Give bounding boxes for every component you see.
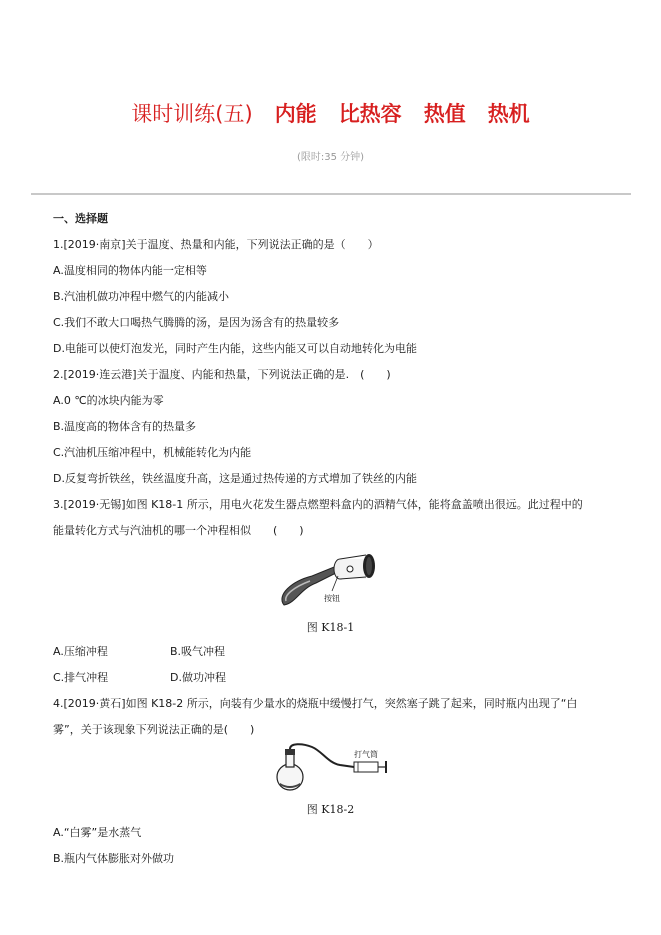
question-1-stem: 1.[2019·南京]关于温度、热量和内能，下列说法正确的是（ ）	[53, 238, 379, 251]
spark-generator-figure	[272, 543, 390, 613]
figure-caption: 图 K18-2	[306, 803, 355, 816]
flask-pump-figure	[268, 743, 394, 795]
question-3-option-d: D.做功冲程	[170, 671, 226, 684]
question-2-stem: 2.[2019·连云港]关于温度、内能和热量，下列说法正确的是. ( )	[53, 368, 391, 381]
page-title	[0, 98, 661, 128]
question-3-option-b: B.吸气冲程	[170, 645, 226, 658]
question-4-option-b: B.瓶内气体膨胀对外做功	[53, 852, 175, 865]
title-topic: 内能	[274, 102, 317, 126]
question-4-option-a: A.“白雾”是水蒸气	[53, 826, 142, 839]
question-2-option-b: B.温度高的物体含有的热量多	[53, 420, 197, 433]
title-prefix: 课时训练(五)	[131, 102, 253, 126]
figure-caption: 图 K18-1	[306, 621, 355, 634]
question-2-option-c: C.汽油机压缩冲程中，机械能转化为内能	[53, 446, 252, 459]
question-3-option-a: A.压缩冲程	[53, 645, 108, 658]
header-divider	[31, 193, 631, 195]
question-1-option-d: D.电能可以使灯泡发光，同时产生内能，这些内能又可以自动地转化为电能	[53, 342, 417, 355]
title-topic: 热机	[487, 102, 530, 126]
figure-label-pump: 打气筒	[354, 750, 378, 759]
figure-label-button: 按钮	[324, 594, 340, 603]
question-1-option-c: C.我们不敢大口喝热气腾腾的汤，是因为汤含有的热量较多	[53, 316, 340, 329]
question-4-stem: 雾”，关于该现象下列说法正确的是( )	[53, 723, 255, 736]
question-1-option-a: A.温度相同的物体内能一定相等	[53, 264, 207, 277]
question-2-option-a: A.0 ℃的冰块内能为零	[53, 394, 164, 407]
question-1-option-b: B.汽油机做功冲程中燃气的内能减小	[53, 290, 230, 303]
time-limit: (限时:35 分钟)	[296, 152, 365, 163]
question-2-option-d: D.反复弯折铁丝，铁丝温度升高，这是通过热传递的方式增加了铁丝的内能	[53, 472, 417, 485]
question-3-option-c: C.排气冲程	[53, 671, 109, 684]
question-3-stem: 3.[2019·无锡]如图 K18-1 所示，用电火花发生器点燃塑料盒内的酒精气体，能将盒盖喷出很远。此过程中的	[53, 498, 583, 511]
question-4-stem: 4.[2019·黄石]如图 K18-2 所示，向装有少量水的烧瓶中缓慢打气，突然塞子跳了起来，同时瓶内出现了“白	[53, 697, 578, 710]
question-3-stem: 能量转化方式与汽油机的哪一个冲程相似 ( )	[53, 524, 304, 537]
title-topic: 比热容	[338, 102, 402, 126]
title-topic: 热值	[423, 102, 466, 126]
section-heading: 一、选择题	[53, 212, 108, 225]
